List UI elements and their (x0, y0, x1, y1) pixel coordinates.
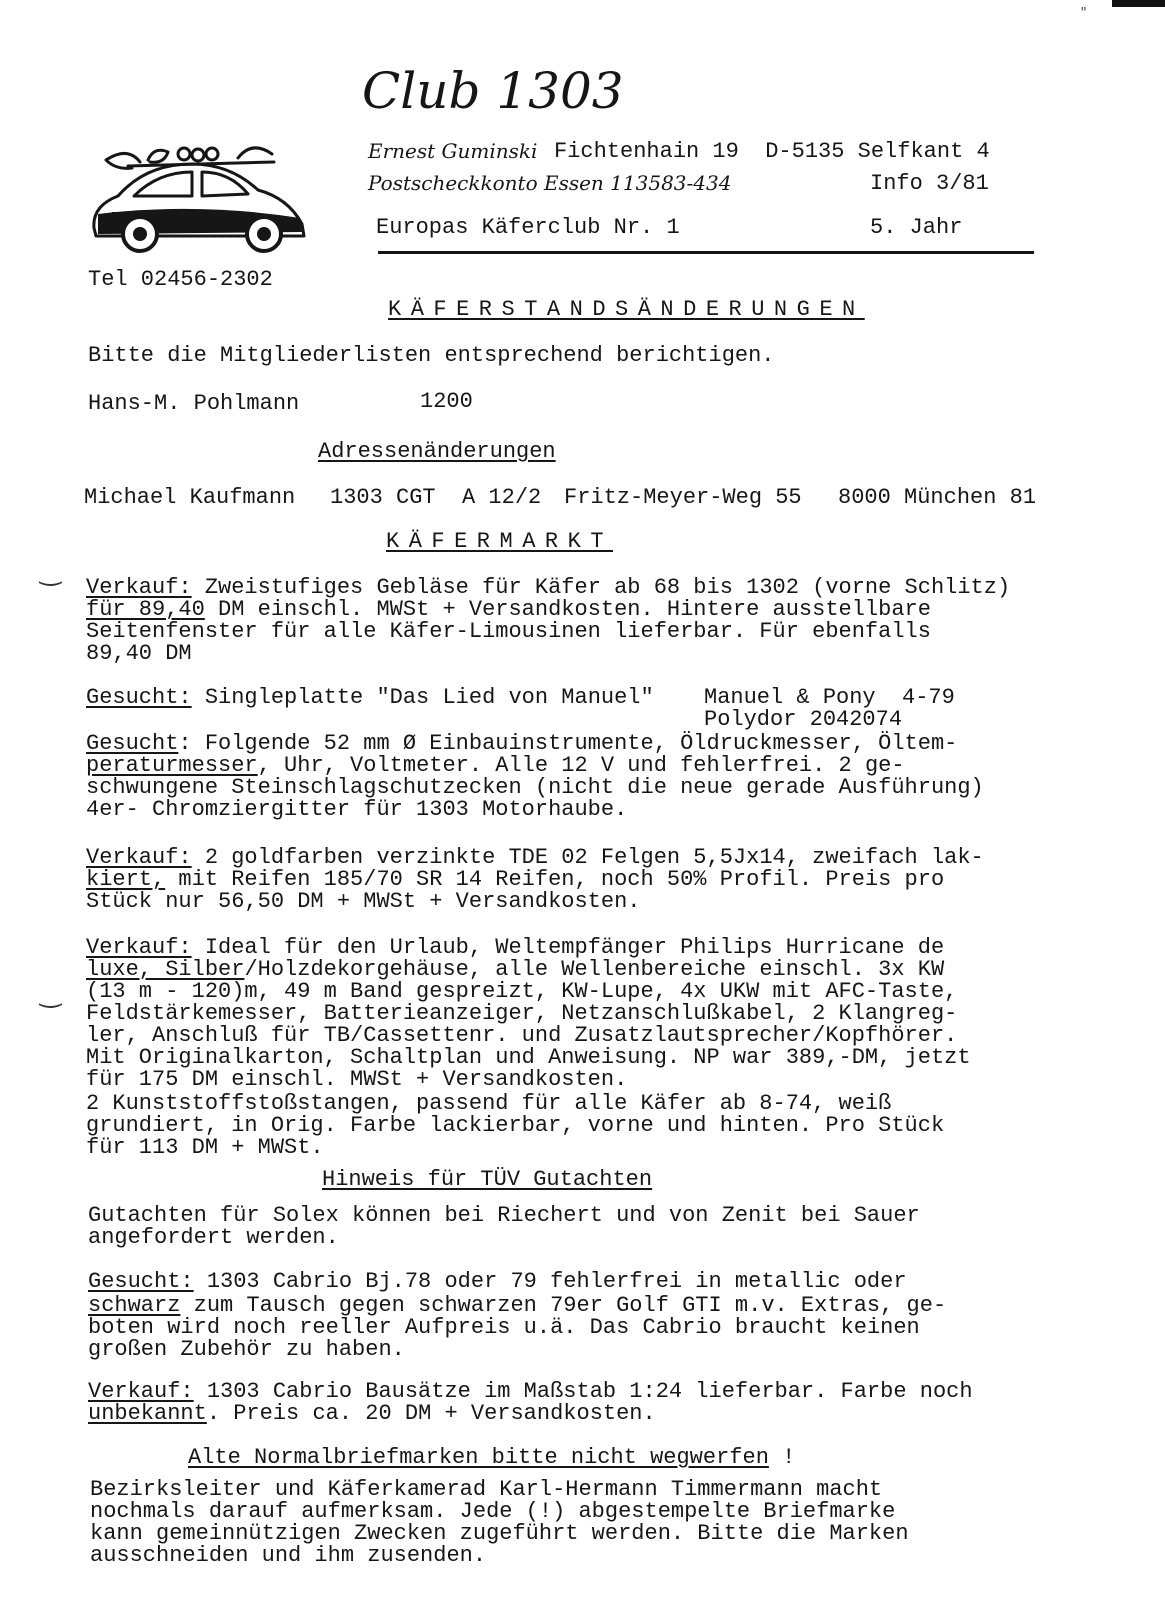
ad-label: Verkauf: (86, 935, 192, 960)
ad-text-underlined: kiert, (86, 867, 166, 892)
ad-label: Verkauf: (86, 845, 192, 870)
scan-edge-mark (1112, 0, 1165, 7)
ad-text: 1303 Cabrio Bausätze im Maßstab 1:24 lieferbar. Farbe noch (193, 1379, 973, 1404)
ad-text-underlined: peraturmesser (86, 753, 258, 778)
stamps-line: Bezirksleiter und Käferkamerad Karl-Hermann Timmermann macht (90, 1477, 883, 1502)
ad-line (86, 754, 905, 777)
hole-punch-mark: ‿ (40, 557, 61, 587)
ad-line (86, 936, 944, 959)
ad-line: grundiert, in Orig. Farbe lackierbar, vorne und hinten. Pro Stück (86, 1113, 945, 1138)
record-artist: Manuel & Pony 4-79 (704, 685, 955, 710)
ad-label: Gesucht: (88, 1269, 194, 1294)
ad-text: Zweistufiges Gebläse für Käfer ab 68 bis 1302 (vorne Schlitz) (191, 575, 1011, 600)
ad-line: Stück nur 56,50 DM + MWSt + Versandkosten. (86, 889, 641, 914)
ad-text: 1303 Cabrio Bj.78 oder 79 fehlerfrei in metallic oder (193, 1269, 907, 1294)
member-name: Hans-M. Pohlmann (88, 391, 300, 416)
ad-text: . Preis ca. 20 DM + Versandkosten. (206, 1401, 656, 1426)
ad-line (88, 1402, 656, 1425)
status-changes-note: Bitte die Mitgliederlisten entsprechend berichtigen. (88, 343, 775, 368)
stamps-heading-text: Alte Normalbriefmarken bitte nicht wegwerfen (188, 1445, 769, 1470)
club-slogan: Europas Käferclub Nr. 1 (376, 215, 680, 240)
address-change-details: 1303 CGT A 12/2 (330, 485, 542, 510)
postal-account: Postscheckkonto Essen 113583-434 (368, 171, 732, 195)
stamps-line: nochmals darauf aufmerksam. Jede (!) abgestempelte Briefmarke (90, 1499, 896, 1524)
ad-text-underlined: schwarz (88, 1293, 181, 1318)
ad-label: Verkauf: (86, 575, 192, 600)
ad-text: DM einschl. MWSt + Versandkosten. Hintere ausstellbare (204, 597, 931, 622)
ad-text: mit Reifen 185/70 SR 14 Reifen, noch 50% Profil. Preis pro (165, 867, 945, 892)
ad-text: Singleplatte "Das Lied von Manuel" (191, 685, 654, 710)
beetle-car-logo (88, 140, 313, 258)
year-label: 5. Jahr (870, 215, 963, 240)
ad-text-underlined: unbekannt (88, 1401, 207, 1426)
ad-line: 2 Kunststoffstoßstangen, passend für alle Käfer ab 8-74, weiß (86, 1091, 892, 1116)
status-changes-heading: KÄFERSTANDSÄNDERUNGEN (388, 297, 865, 322)
tuev-heading: Hinweis für TÜV Gutachten (322, 1167, 653, 1192)
ad-line (88, 1294, 946, 1317)
ad-text: , Uhr, Voltmeter. Alle 12 V und fehlerfrei. 2 ge- (257, 753, 905, 778)
address-change-city: 8000 München 81 (838, 485, 1037, 510)
ad-line (86, 958, 944, 981)
hole-punch-mark: ‿ (40, 979, 61, 1009)
address-change-street: Fritz-Meyer-Weg 55 (564, 485, 802, 510)
club-title: Club 1303 (362, 62, 624, 120)
ad-line: (13 m - 120)m, 49 m Band gespreizt, KW-Lupe, 4x UKW mit AFC-Taste, (86, 979, 958, 1004)
ad-line (86, 686, 654, 709)
stamps-line: kann gemeinnützigen Zwecken zugeführt werden. Bitte die Marken (90, 1521, 909, 1546)
tuev-line: angefordert werden. (88, 1225, 339, 1250)
market-heading: KÄFERMARKT (386, 529, 614, 554)
ad-text: zum Tausch gegen schwarzen 79er Golf GTI m.v. Extras, ge- (180, 1293, 947, 1318)
ad-line: großen Zubehör zu haben. (88, 1337, 405, 1362)
ad-line: boten wird noch reeller Aufpreis u.ä. Das Cabrio braucht keinen (88, 1315, 920, 1340)
ad-label: Gesucht: (86, 685, 192, 710)
ad-text: : Folgende 52 mm Ø Einbauinstrumente, Öldruckmesser, Öltem- (178, 731, 958, 756)
ad-line: Mit Originalkarton, Schaltplan und Anweisung. NP war 389,-DM, jetzt (86, 1045, 971, 1070)
address-change-name: Michael Kaufmann (84, 485, 296, 510)
ad-line: für 113 DM + MWSt. (86, 1135, 324, 1160)
ad-line: für 175 DM einschl. MWSt + Versandkosten. (86, 1067, 628, 1092)
editor-name: Ernest Guminski (368, 139, 538, 163)
ad-line (86, 868, 944, 891)
ad-text-underlined: luxe, Silber (86, 957, 245, 982)
header-rule (378, 251, 1034, 254)
ad-line (86, 576, 1010, 599)
address-changes-heading: Adressenänderungen (318, 439, 556, 464)
ad-text-underlined: für 89,40 (86, 597, 205, 622)
ad-line: 89,40 DM (86, 641, 192, 666)
ad-line: Seitenfenster für alle Käfer-Limousinen lieferbar. Für ebenfalls (86, 619, 931, 644)
ad-text: /Holzdekorgehäuse, alle Wellenbereiche einschl. 3x KW (244, 957, 945, 982)
ad-line: Feldstärkemesser, Batterieanzeiger, Netzanschlußkabel, 2 Klangreg- (86, 1001, 958, 1026)
record-catalog: Polydor 2042074 (704, 707, 903, 732)
ad-line (88, 1270, 907, 1293)
stamps-heading-suffix: ! (768, 1445, 796, 1470)
scan-tick-mark: " (1080, 6, 1088, 20)
phone-number: Tel 02456-2302 (88, 267, 273, 292)
ad-text: Ideal für den Urlaub, Weltempfänger Philips Hurricane de (191, 935, 945, 960)
ad-line (86, 846, 984, 869)
tuev-line: Gutachten für Solex können bei Riechert und von Zenit bei Sauer (88, 1203, 920, 1228)
ad-text: 2 goldfarben verzinkte TDE 02 Felgen 5,5Jx14, zweifach lak- (191, 845, 984, 870)
ad-line (86, 598, 931, 621)
ad-line: schwungene Steinschlagschutzecken (nicht die neue gerade Ausführung) (86, 775, 984, 800)
ad-line (88, 1380, 973, 1403)
ad-line: 4er- Chromziergitter für 1303 Motorhaube. (86, 797, 628, 822)
stamps-line: ausschneiden und ihm zusenden. (90, 1543, 487, 1568)
club-address: Fichtenhain 19 D-5135 Selfkant 4 (554, 139, 990, 164)
ad-label: Gesucht (86, 731, 179, 756)
ad-line (86, 732, 957, 755)
ad-line: ler, Anschluß für TB/Cassettenr. und Zusatzlautsprecher/Kopfhörer. (86, 1023, 958, 1048)
info-number: Info 3/81 (870, 171, 989, 196)
member-number: 1200 (420, 389, 473, 414)
ad-label: Verkauf: (88, 1379, 194, 1404)
stamps-heading (188, 1446, 795, 1469)
